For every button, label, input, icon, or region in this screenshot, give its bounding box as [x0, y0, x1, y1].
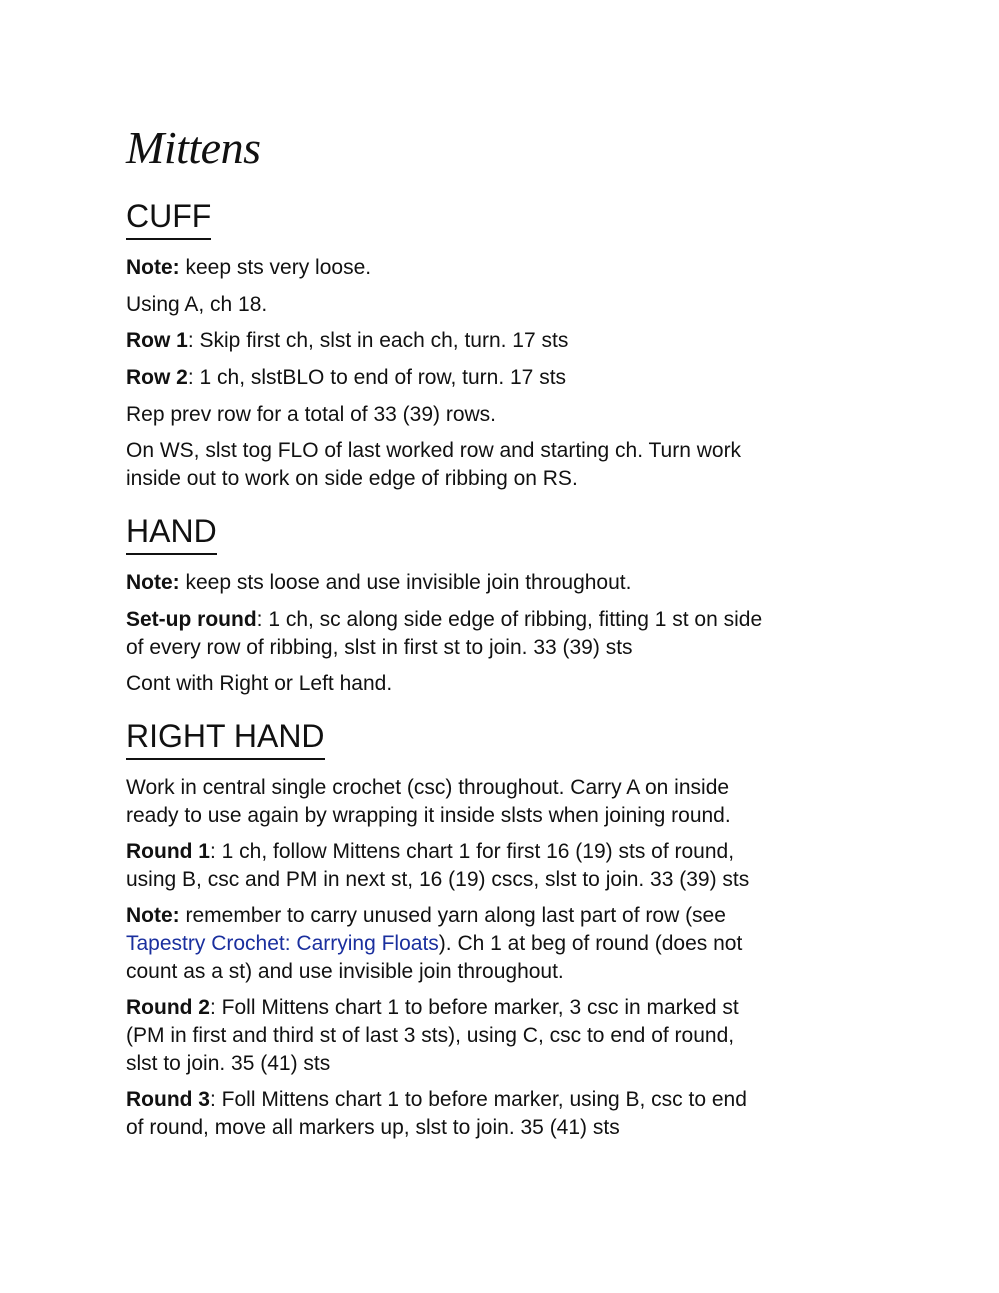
section-cuff — [126, 196, 871, 493]
right-hand-round-1 — [126, 838, 871, 894]
hand-continue: Cont with Right or Left hand. — [126, 672, 393, 695]
round-label: Round 3 — [126, 1088, 210, 1111]
text-line: inside out to work on side edge of ribbing on RS. — [126, 467, 578, 490]
round-label: Round 2 — [126, 996, 210, 1019]
right-hand-round-3 — [126, 1086, 871, 1142]
text-line: : Foll Mittens chart 1 to before marker, using B, csc to end — [210, 1088, 747, 1111]
note-label: Note: — [126, 256, 180, 279]
note-text: keep sts loose and use invisible join throughout. — [179, 571, 632, 594]
text-line: ready to use again by wrapping it inside slsts when joining round. — [126, 804, 731, 827]
row-label: Row 2 — [126, 366, 188, 389]
row-label: Row 1 — [126, 329, 188, 352]
note-text: keep sts very loose. — [179, 256, 372, 279]
cuff-using: Using A, ch 18. — [126, 293, 268, 316]
row-text: : Skip first ch, slst in each ch, turn. 17 sts — [187, 329, 569, 352]
note-label: Note: — [126, 904, 180, 927]
right-hand-round-2 — [126, 994, 871, 1078]
tapestry-crochet-link[interactable]: Tapestry Crochet: Carrying Floats — [126, 932, 439, 955]
text-line: using B, csc and PM in next st, 16 (19) cscs, slst to join. 33 (39) sts — [126, 868, 750, 891]
cuff-ws-instruction — [126, 437, 871, 493]
round-label: Round 1 — [126, 840, 210, 863]
text-line: On WS, slst tog FLO of last worked row and starting ch. Turn work — [126, 439, 742, 462]
text-line: Work in central single crochet (csc) throughout. Carry A on inside — [126, 776, 730, 799]
document-page — [126, 118, 871, 1142]
text-line: slst to join. 35 (41) sts — [126, 1052, 331, 1075]
text-line: remember to carry unused yarn along last part of row (see — [179, 904, 726, 927]
round-label: Set-up round — [126, 608, 257, 631]
section-right-hand — [126, 716, 871, 1142]
row-text: : 1 ch, slstBLO to end of row, turn. 17 sts — [187, 366, 567, 389]
right-hand-intro — [126, 774, 871, 830]
text-line: of round, move all markers up, slst to join. 35 (41) sts — [126, 1116, 620, 1139]
cuff-note — [126, 254, 871, 282]
hand-setup-round — [126, 606, 871, 662]
hand-note — [126, 569, 871, 597]
cuff-row-1 — [126, 327, 871, 355]
note-label: Note: — [126, 571, 180, 594]
text-line: ). Ch 1 at beg of round (does not — [438, 932, 743, 955]
section-heading-hand: HAND — [126, 511, 217, 555]
section-hand — [126, 511, 871, 698]
cuff-row-2 — [126, 364, 871, 392]
text-line: : 1 ch, sc along side edge of ribbing, fitting 1 st on side — [256, 608, 763, 631]
cuff-repeat: Rep prev row for a total of 33 (39) rows. — [126, 403, 496, 426]
text-line: : Foll Mittens chart 1 to before marker, 3 csc in marked st — [210, 996, 739, 1019]
section-heading-right-hand: RIGHT HAND — [126, 716, 325, 760]
text-line: of every row of ribbing, slst in first st to join. 33 (39) sts — [126, 636, 633, 659]
text-line: (PM in first and third st of last 3 sts), using C, csc to end of round, — [126, 1024, 735, 1047]
right-hand-note — [126, 902, 871, 986]
document-title: Mittens — [126, 122, 261, 173]
section-heading-cuff: CUFF — [126, 196, 211, 240]
text-line: count as a st) and use invisible join throughout. — [126, 960, 564, 983]
text-line: : 1 ch, follow Mittens chart 1 for first 16 (19) sts of round, — [210, 840, 735, 863]
